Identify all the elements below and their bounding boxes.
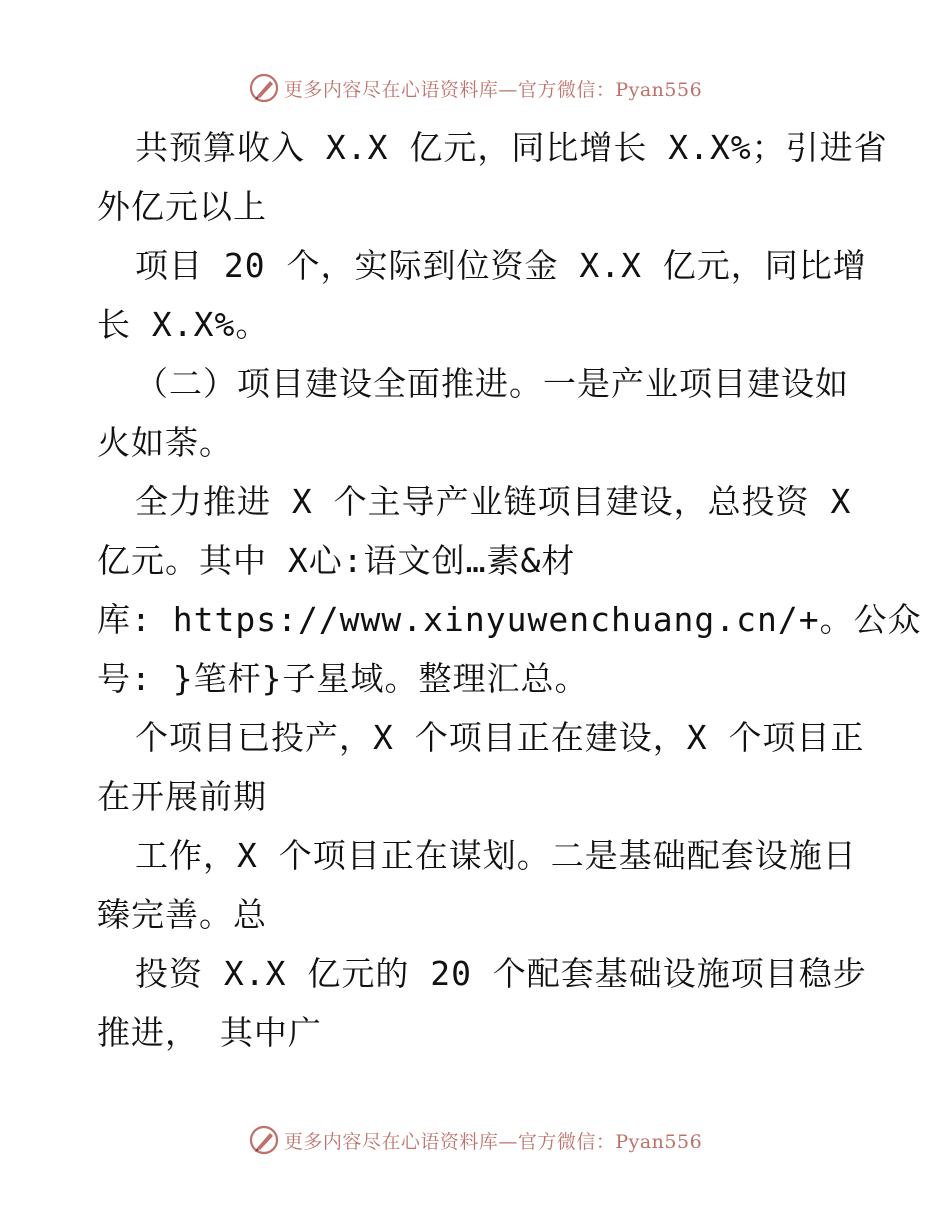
- body-line: 长 X.X%。: [97, 305, 270, 344]
- body-line: （二）项目建设全面推进。一是产业项目建设如: [135, 364, 849, 403]
- body-line: 号: }笔杆}子星域。整理汇总。: [97, 659, 589, 698]
- body-line: 共预算收入 X.X 亿元，同比增长 X.X%；引进省: [135, 128, 888, 167]
- body-line: 投资 X.X 亿元的 20 个配套基础设施项目稳步: [135, 954, 867, 993]
- body-line: 库: https://www.xinyuwenchuang.cn/+。公众: [97, 600, 922, 639]
- body-line: 火如荼。: [97, 423, 233, 462]
- header-watermark: [0, 72, 950, 104]
- body-line: 外亿元以上: [97, 187, 267, 226]
- body-line: 全力推进 X 个主导产业链项目建设，总投资 X: [135, 482, 852, 521]
- footer-watermark-text: 更多内容尽在心语资料库—官方微信：Pyan556: [283, 1130, 703, 1153]
- body-line: 项目 20 个，实际到位资金 X.X 亿元，同比增: [135, 246, 867, 285]
- body-line: 个项目已投产，X 个项目正在建设，X 个项目正: [135, 718, 865, 757]
- footer-watermark: [0, 1124, 950, 1156]
- body-line: 工作，X 个项目正在谋划。二是基础配套设施日: [135, 836, 857, 875]
- body-line: 亿元。其中 X心:语文创…素&材: [97, 541, 576, 580]
- header-watermark-text: 更多内容尽在心语资料库—官方微信：Pyan556: [283, 78, 703, 101]
- document-body: [97, 118, 922, 1062]
- body-line: 推进， 其中广: [97, 1013, 322, 1052]
- pen-logo-icon: [248, 72, 280, 104]
- body-line: 臻完善。总: [97, 895, 267, 934]
- pen-logo-icon: [248, 1124, 280, 1156]
- body-line: 在开展前期: [97, 777, 267, 816]
